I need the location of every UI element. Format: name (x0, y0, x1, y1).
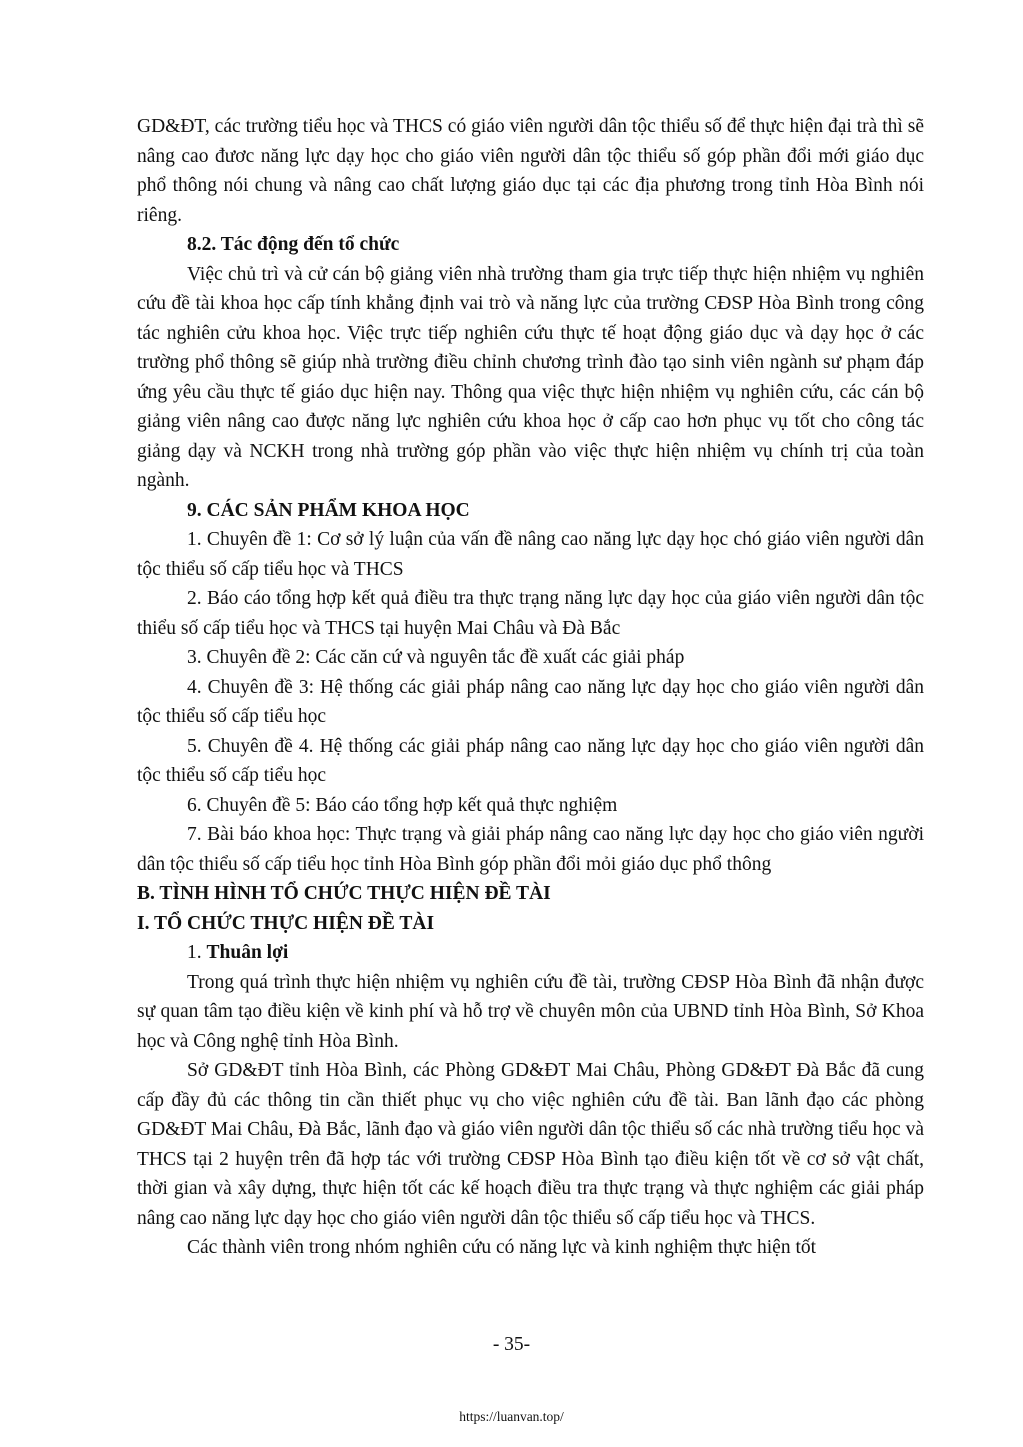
section-heading-B: B. TÌNH HÌNH TỔ CHỨC THỰC HIỆN ĐỀ TÀI (137, 883, 551, 904)
paragraph-continued: GD&ĐT, các trường tiểu học và THCS có giáo viên người dân tộc thiểu số để thực hiện đại trà thì sẽ nâng cao đươc năng lực dạy học cho giáo viên người dân tộc thiểu số góp phần đổi mới giáo dục phổ thông nói chung và nâng cao chất lượng giáo dục tại các địa phương trong tỉnh Hòa Bình nói riêng. (137, 116, 924, 226)
list-item: 7. Bài báo khoa học: Thực trạng và giải pháp nâng cao năng lực dạy học cho giáo viên người dân tộc thiểu số cấp tiểu học tỉnh Hòa Bình góp phần đổi mỏi giáo dục phổ thông (137, 824, 924, 875)
subsection-number: 1. (187, 942, 207, 963)
list-item: 4. Chuyên đề 3: Hệ thống các giải pháp nâng cao năng lực dạy học cho giáo viên người dân tộc thiểu số cấp tiểu học (137, 676, 924, 727)
paragraph-cooperation: Sở GD&ĐT tỉnh Hòa Bình, các Phòng GD&ĐT Mai Châu, Phòng GD&ĐT Đà Bắc đã cung cấp đầy đủ các thông tin cần thiết phục vụ cho việc nghiên cứu đề tài. Ban lãnh đạo các phòng GD&ĐT Mai Châu, Đà Bắc, lãnh đạo và giáo viên người dân tộc thiểu số các nhà trường tiểu học và THCS tại 2 huyện trên đã hợp tác với trường CĐSP Hòa Bình tạo điều kiện tốt về cơ sở vật chất, thời gian và xây dựng, thực hiện tốt các kế hoạch điều tra thực trạng và thực nghiệm các giải pháp nâng cao năng lực dạy học cho giáo viên người dân tộc thiểu số cấp tiểu học và THCS. (137, 1060, 924, 1229)
list-item: 2. Báo cáo tổng hợp kết quả điều tra thực trạng năng lực dạy học của giáo viên người dân tộc thiểu số cấp tiểu học và THCS tại huyện Mai Châu và Đà Bắc (137, 588, 924, 639)
document-body (137, 112, 924, 1263)
section-heading-8-2: 8.2. Tác động đến tổ chức (187, 234, 400, 255)
footer-url: https://luanvan.top/ (459, 1409, 564, 1424)
list-item: 5. Chuyên đề 4. Hệ thống các giải pháp nâng cao năng lực dạy học cho giáo viên người dân tộc thiểu số cấp tiểu học (137, 735, 924, 786)
list-item: 6. Chuyên đề 5: Báo cáo tổng hợp kết quả thực nghiệm (187, 794, 618, 816)
list-item: 3. Chuyên đề 2: Các căn cứ và nguyên tắc đề xuất các giải pháp (187, 647, 685, 668)
section-heading-9: 9. CÁC SẢN PHẨM KHOA HỌC (187, 499, 470, 521)
page-number: - 35- (492, 1334, 531, 1355)
paragraph-support: Trong quá trình thực hiện nhiệm vụ nghiên cứu đề tài, trường CĐSP Hòa Bình đã nhận được sự quan tâm tạo điều kiện về kinh phí và hỗ trợ về chuyên môn của UBND tỉnh Hòa Bình, Sở Khoa học và Công nghệ tỉnh Hòa Bình. (137, 971, 924, 1052)
section-heading-I: I. TỔ CHỨC THỰC HIỆN ĐỀ TÀI (137, 912, 435, 934)
subsection-title: Thuân lợi (206, 942, 289, 963)
subsection-heading-advantages (137, 938, 924, 968)
paragraph-team: Các thành viên trong nhóm nghiên cứu có năng lực và kinh nghiệm thực hiện tốt (187, 1237, 817, 1258)
list-item: 1. Chuyên đề 1: Cơ sở lý luận của vấn đề nâng cao năng lực dạy học chó giáo viên người dân tộc thiểu số cấp tiểu học và THCS (137, 529, 924, 580)
paragraph-organization-impact: Việc chủ trì và cử cán bộ giảng viên nhà trường tham gia trực tiếp thực hiện nhiệm vụ nghiên cứu đề tài khoa học cấp tính khẳng định vai trò và năng lực của trường CĐSP Hòa Bình trong công tác nghiên cửu khoa học. Việc trực tiếp nghiên cứu thực tế hoạt động giáo dục và dạy học ở các trường phổ thông sẽ giúp nhà trường điều chỉnh chương trình đào tạo sinh viên ngành sư phạm đáp ứng yêu cầu thực tế giáo dục hiện nay. Thông qua việc thực hiện nhiệm vụ nghiên cứu, các cán bộ giảng viên nâng cao được năng lực nghiên cứu khoa học ở cấp cao hơn phục vụ tốt cho công tác giảng dạy và NCKH trong nhà trường góp phần vào việc thực hiện nhiệm vụ chính trị của toàn ngành. (137, 263, 924, 491)
